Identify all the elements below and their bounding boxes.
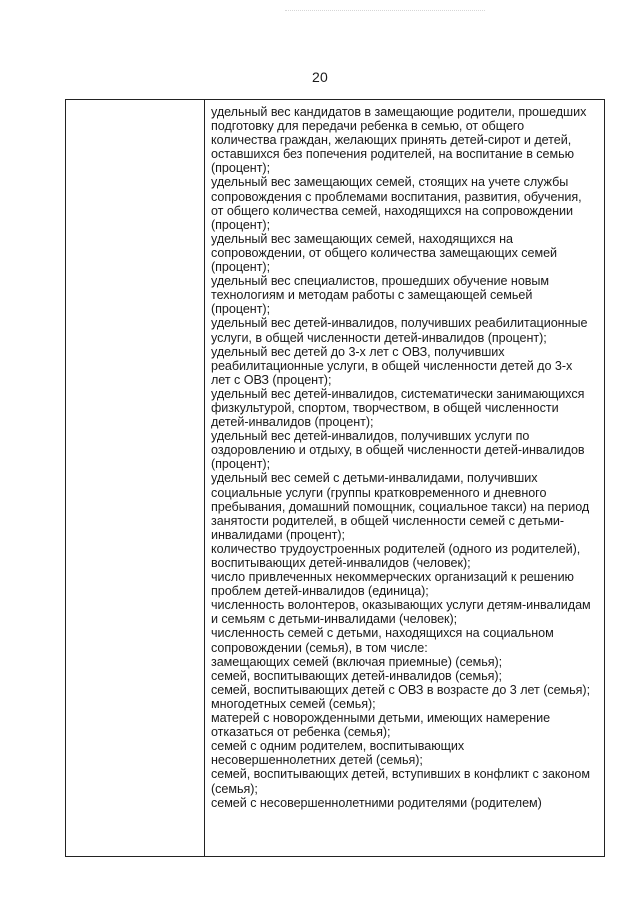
text-line: сопровождении (семья), в том числе: (211, 640, 428, 655)
text-line: удельный вес семей с детьми-инвалидами, получивших (211, 471, 538, 486)
text-line: воспитывающих детей-инвалидов (человек); (211, 556, 471, 570)
text-line: оставшихся без попечения родителей, на воспитание в семью (211, 147, 575, 162)
text-line: технологиям и методам работы с замещающей семьей (211, 288, 533, 303)
table-left-cell (66, 100, 205, 856)
scan-artifact (285, 10, 485, 13)
text-line: удельный вес детей-инвалидов, получивших реабилитационные (211, 316, 588, 331)
document-table (65, 99, 605, 857)
text-line: подготовку для передачи ребенка в семью, от общего (211, 119, 525, 134)
text-line: семей, воспитывающих детей, вступивших в конфликт с законом (211, 767, 590, 782)
text-line: услуги, в общей численности детей-инвалидов (процент); (211, 330, 547, 345)
text-line: реабилитационные услуги, в общей численности детей до 3-х (211, 358, 573, 373)
text-line: сопровождении, от общего количества замещающих семей (211, 245, 558, 260)
table-right-cell (205, 100, 604, 856)
text-line: замещающих семей (включая приемные) (семья); (211, 654, 503, 669)
text-line: численность семей с детьми, находящихся на социальном (211, 626, 554, 641)
text-line: физкультурой, спортом, творчеством, в общей численности (211, 400, 559, 415)
text-line: (процент); (211, 302, 271, 317)
text-line: семей с несовершеннолетними родителями (родителем) (211, 795, 542, 810)
text-line: семей, воспитывающих детей с ОВЗ в возрасте до 3 лет (семья); (211, 682, 591, 697)
text-line: количества граждан, желающих принять детей-сирот и детей, (211, 133, 572, 148)
text-line: удельный вес замещающих семей, стоящих на учете службы (211, 175, 569, 190)
page-number: 20 (312, 69, 328, 85)
text-line: социальные услуги (группы кратковременного и дневного (211, 485, 547, 500)
text-line: проблем детей-инвалидов (единица); (211, 584, 429, 599)
text-line: занятости родителей, в общей численности семей с детьми- (211, 513, 565, 528)
text-line: число привлеченных некоммерческих организаций к решению (211, 570, 574, 585)
text-line: количество трудоустроенных родителей (одного из родителей), (211, 541, 581, 556)
text-line: матерей с новорожденными детьми, имеющих намерение (211, 711, 551, 726)
text-line: отказаться от ребенка (семья); (211, 725, 391, 740)
text-line: удельный вес кандидатов в замещающие родители, прошедших (211, 105, 587, 119)
text-line: (процент); (211, 217, 271, 232)
text-line: сопровождения с проблемами воспитания, развития, обучения, (211, 189, 582, 204)
text-line: (семья); (211, 781, 258, 796)
text-line: удельный вес замещающих семей, находящихся на (211, 231, 513, 246)
text-line: многодетных семей (семья); (211, 696, 376, 711)
text-line: удельный вес специалистов, прошедших обучение новым (211, 274, 550, 289)
text-line: (процент); (211, 260, 271, 275)
text-line: оздоровлению и отдыху, в общей численности детей-инвалидов (211, 443, 585, 458)
text-line: (процент); (211, 161, 271, 176)
text-line: детей-инвалидов (процент); (211, 415, 374, 430)
text-line: несовершеннолетних детей (семья); (211, 753, 423, 768)
text-line: удельный вес детей-инвалидов, получивших услуги по (211, 429, 530, 444)
text-line: лет с ОВЗ (процент); (211, 372, 332, 387)
text-line: удельный вес детей-инвалидов, систематически занимающихся (211, 386, 585, 401)
text-line: семей с одним родителем, воспитывающих (211, 739, 465, 754)
text-line: инвалидами (процент); (211, 527, 345, 542)
text-line: численность волонтеров, оказывающих услуги детям-инвалидам (211, 598, 591, 613)
text-line: удельный вес детей до 3-х лет с ОВЗ, получивших (211, 344, 505, 359)
text-line: и семьям с детьми-инвалидами (человек); (211, 612, 458, 627)
text-line: семей, воспитывающих детей-инвалидов (семья); (211, 668, 502, 683)
text-line: пребывания, домашний помощник, социальное такси) на период (211, 499, 590, 514)
text-line: (процент); (211, 457, 271, 472)
text-line: от общего количества семей, находящихся на сопровождении (211, 203, 574, 218)
